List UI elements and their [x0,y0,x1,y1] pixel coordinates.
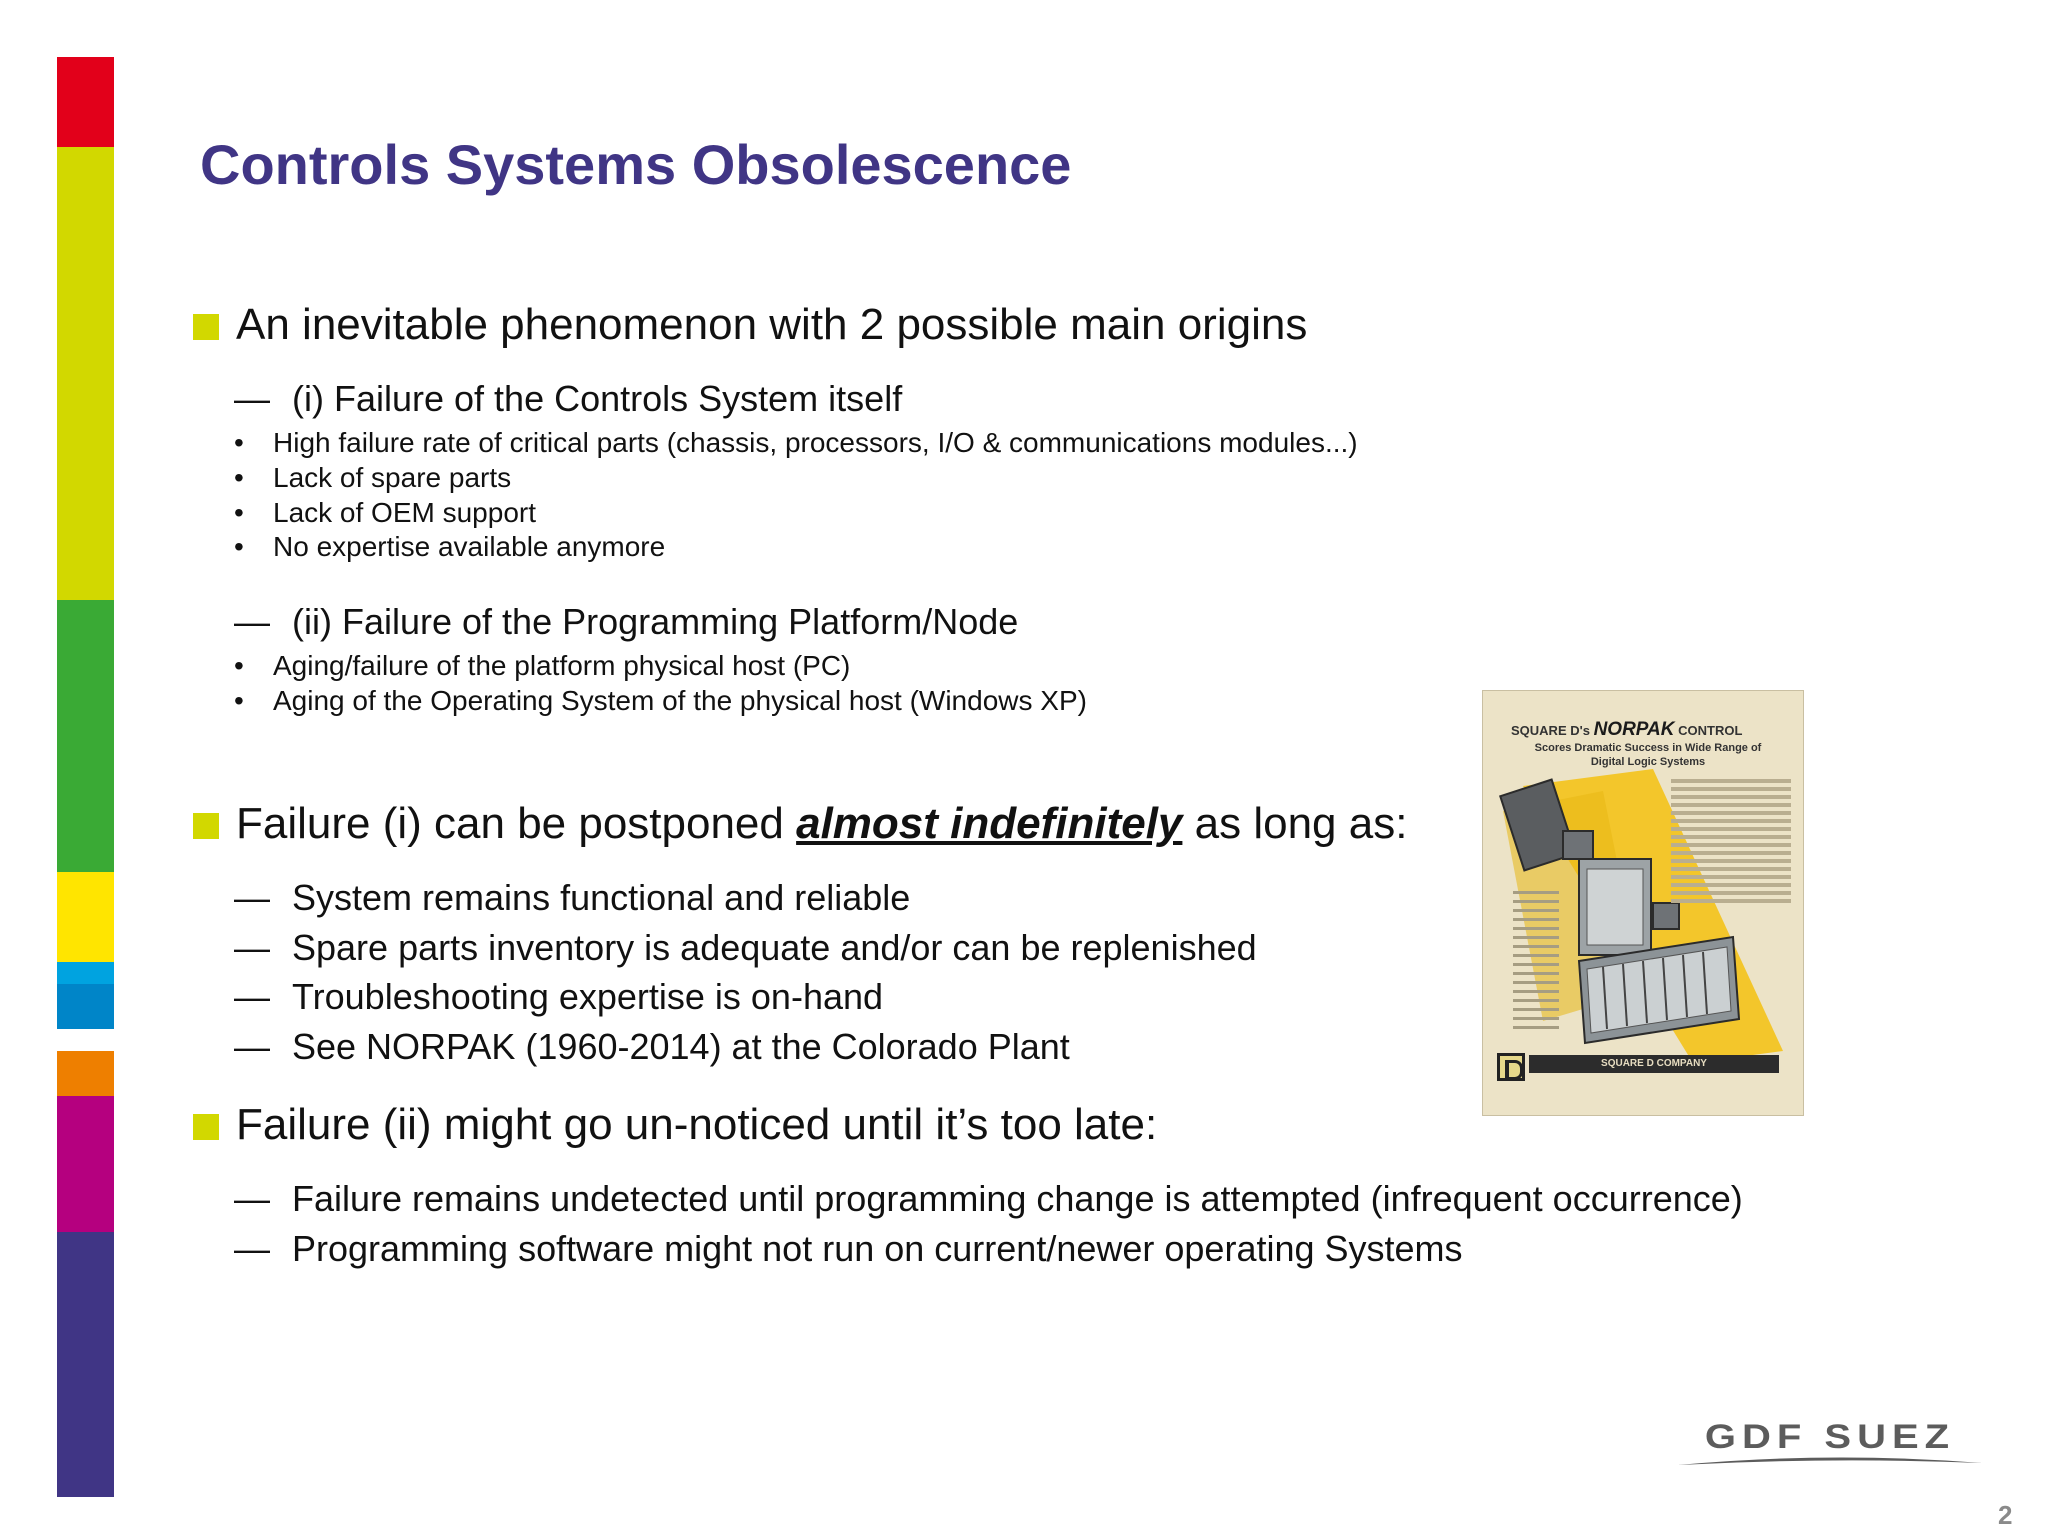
bullet-text-before: Failure (i) can be postponed [236,799,797,848]
page-number: 2 [1998,1500,2013,1530]
square-bullet-icon [193,314,219,340]
color-bar-blue [57,984,114,1029]
advert-headline: Scores Dramatic Success in Wide Range of Digital Logic Systems [1534,742,1762,768]
dot-bullet: • [234,685,244,716]
list-item-text: Lack of OEM support [273,497,537,528]
color-bar-red [57,57,114,147]
color-bar-yellow [57,872,114,962]
dash-bullet: — [234,1228,270,1269]
bullet-text-after: as long as: [1182,799,1408,848]
square-d-logo-icon [1497,1053,1525,1081]
color-bar-orange [57,1051,114,1096]
dash-bullet: — [234,1178,270,1219]
list-item-text: Spare parts inventory is adequate and/or can be replenished [292,927,1257,968]
sub-point-text: (ii) Failure of the Programming Platform/Node [292,601,1019,642]
dash-bullet: — [234,1026,270,1067]
dot-bullet: • [234,427,244,458]
list-item-text: Aging/failure of the platform physical host (PC) [273,650,851,681]
color-bar-magenta [57,1096,114,1232]
bullet-text [236,799,1407,849]
advert-brand-suffix: CONTROL [1678,723,1743,738]
bullet-text-emphasis: almost indefinitely [796,799,1183,848]
list-item-text: High failure rate of critical parts (chassis, processors, I/O & communications modules...) [273,427,1358,458]
dot-bullet: • [234,650,244,681]
color-bar [57,57,114,1497]
bullet-text: An inevitable phenomenon with 2 possible main origins [236,300,1308,349]
color-bar-lightblue [57,962,114,984]
advert-body-text [1671,779,1791,907]
advert-side-text [1513,891,1559,1035]
square-bullet-icon [193,1114,219,1140]
advert-brand [1511,719,1742,741]
list-item-text: See NORPAK (1960-2014) at the Colorado Plant [292,1026,1070,1067]
gdf-suez-logo-icon [1670,1413,1990,1473]
list-item-text: Troubleshooting expertise is on-hand [292,976,884,1017]
color-bar-gap [57,1029,114,1051]
advert-brand-prefix: SQUARE D's [1511,723,1590,738]
list-item-text: Lack of spare parts [273,462,512,493]
color-bar-green [57,600,114,872]
bullet-text: Failure (ii) might go un-noticed until it’s too late: [236,1100,1158,1149]
square-bullet-icon [193,813,219,839]
advert-brand-name: NORPAK [1593,719,1675,740]
dash-bullet: — [234,601,270,642]
slide-title: Controls Systems Obsolescence [200,133,1072,196]
list-item-text: Failure remains undetected until programming change is attempted (infrequent occurrence) [292,1178,1743,1219]
list-item-text: System remains functional and reliable [292,877,911,918]
dash-bullet: — [234,927,270,968]
dot-bullet: • [234,462,244,493]
color-bar-purple [57,1232,114,1497]
svg-text:GDF SUEZ: GDF SUEZ [1704,1416,1956,1456]
norpak-advert-image [1482,690,1804,1116]
gdf-suez-logo [1670,1413,1990,1473]
dot-bullet: • [234,497,244,528]
dash-bullet: — [234,976,270,1017]
color-bar-lime [57,147,114,600]
advert-footer: SQUARE D COMPANY [1529,1055,1779,1073]
list-item-text: Aging of the Operating System of the physical host (Windows XP) [273,685,1087,716]
sub-point-text: (i) Failure of the Controls System itself [292,378,903,419]
list-item-text: Programming software might not run on current/newer operating Systems [292,1228,1463,1269]
dot-bullet: • [234,531,244,562]
list-item-text: No expertise available anymore [273,531,666,562]
dash-bullet: — [234,877,270,918]
dash-bullet: — [234,378,270,419]
